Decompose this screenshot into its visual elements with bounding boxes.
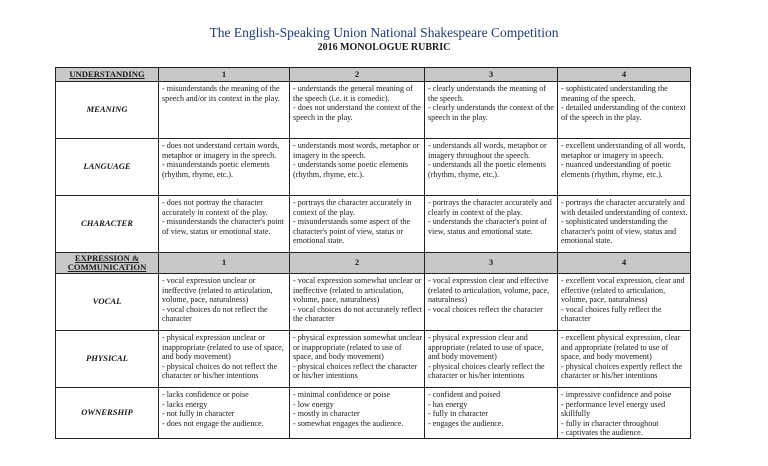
rubric-cell [558,139,691,196]
score-header-2: 2 [290,253,425,274]
descriptor-text: - physical choices do not reflect the character or his/her intentions [162,361,278,381]
rubric-cell [159,82,290,139]
descriptor-text: - confident and poised [428,390,501,399]
descriptor-text: - physical choices expertly reflect the character or his/her intentions [561,361,683,381]
descriptor-text: - misunderstands poetic elements (rhythm, rhyme, etc.). [162,160,270,179]
score-header-4: 4 [558,68,691,82]
descriptor-text: - somewhat engages the audience. [293,418,404,428]
descriptor-text: - engages the audience. [428,418,504,428]
score-header-3: 3 [425,253,558,274]
score-header-3: 3 [425,68,558,82]
score-header-4: 4 [558,253,691,274]
descriptor-text: - portrays the character accurately and clearly in context of the play. [428,198,552,217]
rubric-cell [159,196,290,253]
rubric-cell [425,274,558,331]
document-title: The English-Speaking Union National Shakespeare Competition [209,25,559,40]
descriptor-text: - vocal choices reflect the character [428,304,543,314]
section-header-row [56,68,691,82]
descriptor-text: - minimal confidence or poise [293,390,391,399]
descriptor-text: - vocal choices do not accurately reflect the character [293,304,422,324]
descriptor-text: - captivates the audience. [561,428,643,438]
descriptor-text: - physical expression somewhat unclear or inappropriate (related to use of space, and body movement) [293,333,423,362]
descriptor-text: - understands the general meaning of the speech (i.e. it is comedic). [293,84,413,103]
descriptor-text: - nuanced understanding of poetic elements (rhythm, rhyme, etc.). [561,160,672,179]
rubric-table [55,67,691,439]
rubric-cell [290,274,425,331]
descriptor-text: - misunderstands the meaning of the speech and/or its context in the play. [162,84,280,103]
rubric-row [56,274,691,331]
descriptor-text: - does not portray the character accurately in context of the play. [162,198,268,217]
descriptor-text: - portrays the character accurately in context of the play. [293,198,412,217]
rubric-cell [159,331,290,388]
rubric-cell [558,331,691,388]
criterion-label: PHYSICAL [56,331,159,388]
descriptor-text: - performance level energy used skillfully [561,399,666,419]
rubric-cell [290,139,425,196]
section-header-row [56,253,691,274]
descriptor-text: - misunderstands some aspect of the character's point of view, status or emotional state. [293,217,411,246]
score-header-1: 1 [159,253,290,274]
criterion-label: LANGUAGE [56,139,159,196]
descriptor-text: - clearly understands the context of the speech in the play. [428,103,554,122]
rubric-row [56,331,691,388]
descriptor-text: - understands all the poetic elements (rhythm, rhyme, etc.). [428,160,546,179]
descriptor-text: - understands most words, metaphor or imagery in the speech. [293,141,420,160]
descriptor-text: - excellent physical expression, clear and appropriate (related to use of space, and body movement) [561,333,681,362]
criterion-label: MEANING [56,82,159,139]
descriptor-text: - does not understand certain words, metaphor or imagery in the speech. [162,141,280,160]
rubric-cell [425,331,558,388]
descriptor-text: - does not understand the context of the speech in the play. [293,103,421,122]
descriptor-text: - understands the character's point of view, status and emotional state. [428,217,547,236]
rubric-row [56,388,691,439]
rubric-cell [558,196,691,253]
descriptor-text: - mostly in character [293,409,360,419]
descriptor-text: - understands some poetic elements (rhythm, rhyme, etc.). [293,160,409,179]
rubric-cell [558,274,691,331]
descriptor-text: - physical choices reflect the character or his/her intentions [293,361,418,381]
descriptor-text: - misunderstands the character's point of view, status or emotional state. [162,217,284,236]
descriptor-text: - vocal choices do not reflect the character [162,304,268,324]
descriptor-text: - vocal expression somewhat unclear or ineffective (related to articulation, volume, pace, naturalness) [293,276,422,305]
descriptor-text: - vocal expression clear and effective (related to articulation, volume, pace, naturalness) [428,276,550,305]
descriptor-text: - excellent understanding of all words, metaphor or imagery in speech. [561,141,686,160]
rubric-cell [290,331,425,388]
section-name: EXPRESSION & COMMUNICATION [56,253,159,274]
criterion-label: VOCAL [56,274,159,331]
descriptor-text: - sophisticated understanding the character's point of view, status and emotional state. [561,217,677,246]
rubric-cell [425,82,558,139]
descriptor-text: - lacks energy [162,399,208,409]
criterion-label: CHARACTER [56,196,159,253]
descriptor-text: - sophisticated understanding the meaning of the speech. [561,84,668,103]
descriptor-text: - physical expression unclear or inappropriate (related to use of space, and body movement) [162,333,284,362]
rubric-row [56,82,691,139]
rubric-cell [159,274,290,331]
descriptor-text: - detailed understanding of the context of the speech in the play. [561,103,686,122]
rubric-cell [159,139,290,196]
descriptor-text: - vocal expression unclear or ineffective (related to articulation, volume, pace, naturalness) [162,276,273,305]
descriptor-text: - clearly understands the meaning of the speech. [428,84,546,103]
score-header-1: 1 [159,68,290,82]
descriptor-text: - has energy [428,399,468,409]
descriptor-text: - not fully in character [162,409,235,419]
rubric-cell [425,196,558,253]
descriptor-text: - does not engage the audience. [162,418,264,428]
document-subtitle: 2016 MONOLOGUE RUBRIC [317,42,451,53]
descriptor-text: - portrays the character accurately and with detailed understanding of context. [561,198,688,217]
descriptor-text: - vocal choices fully reflect the character [561,304,662,324]
descriptor-text: - physical expression clear and appropriate (related to use of space, and body movement) [428,333,544,362]
rubric-cell [159,388,290,439]
rubric-cell [290,388,425,439]
rubric-cell [290,82,425,139]
criterion-label: OWNERSHIP [56,388,159,439]
descriptor-text: - fully in character [428,409,488,419]
rubric-cell [290,196,425,253]
descriptor-text: - fully in character throughout [561,418,659,428]
score-header-2: 2 [290,68,425,82]
descriptor-text: - physical choices clearly reflect the character or his/her intentions [428,361,545,381]
rubric-row [56,139,691,196]
descriptor-text: - low energy [293,399,334,409]
rubric-cell [425,139,558,196]
descriptor-text: - lacks confidence or poise [162,390,249,399]
descriptor-text: - understands all words, metaphor or imagery throughout the speech. [428,141,547,160]
descriptor-text: - excellent vocal expression, clear and effective (related to articulation, volume, pace, naturalness) [561,276,685,305]
rubric-cell [558,388,691,439]
section-name: UNDERSTANDING [56,68,159,82]
rubric-cell [425,388,558,439]
rubric-cell [558,82,691,139]
rubric-row [56,196,691,253]
descriptor-text: - impressive confidence and poise [561,390,672,399]
